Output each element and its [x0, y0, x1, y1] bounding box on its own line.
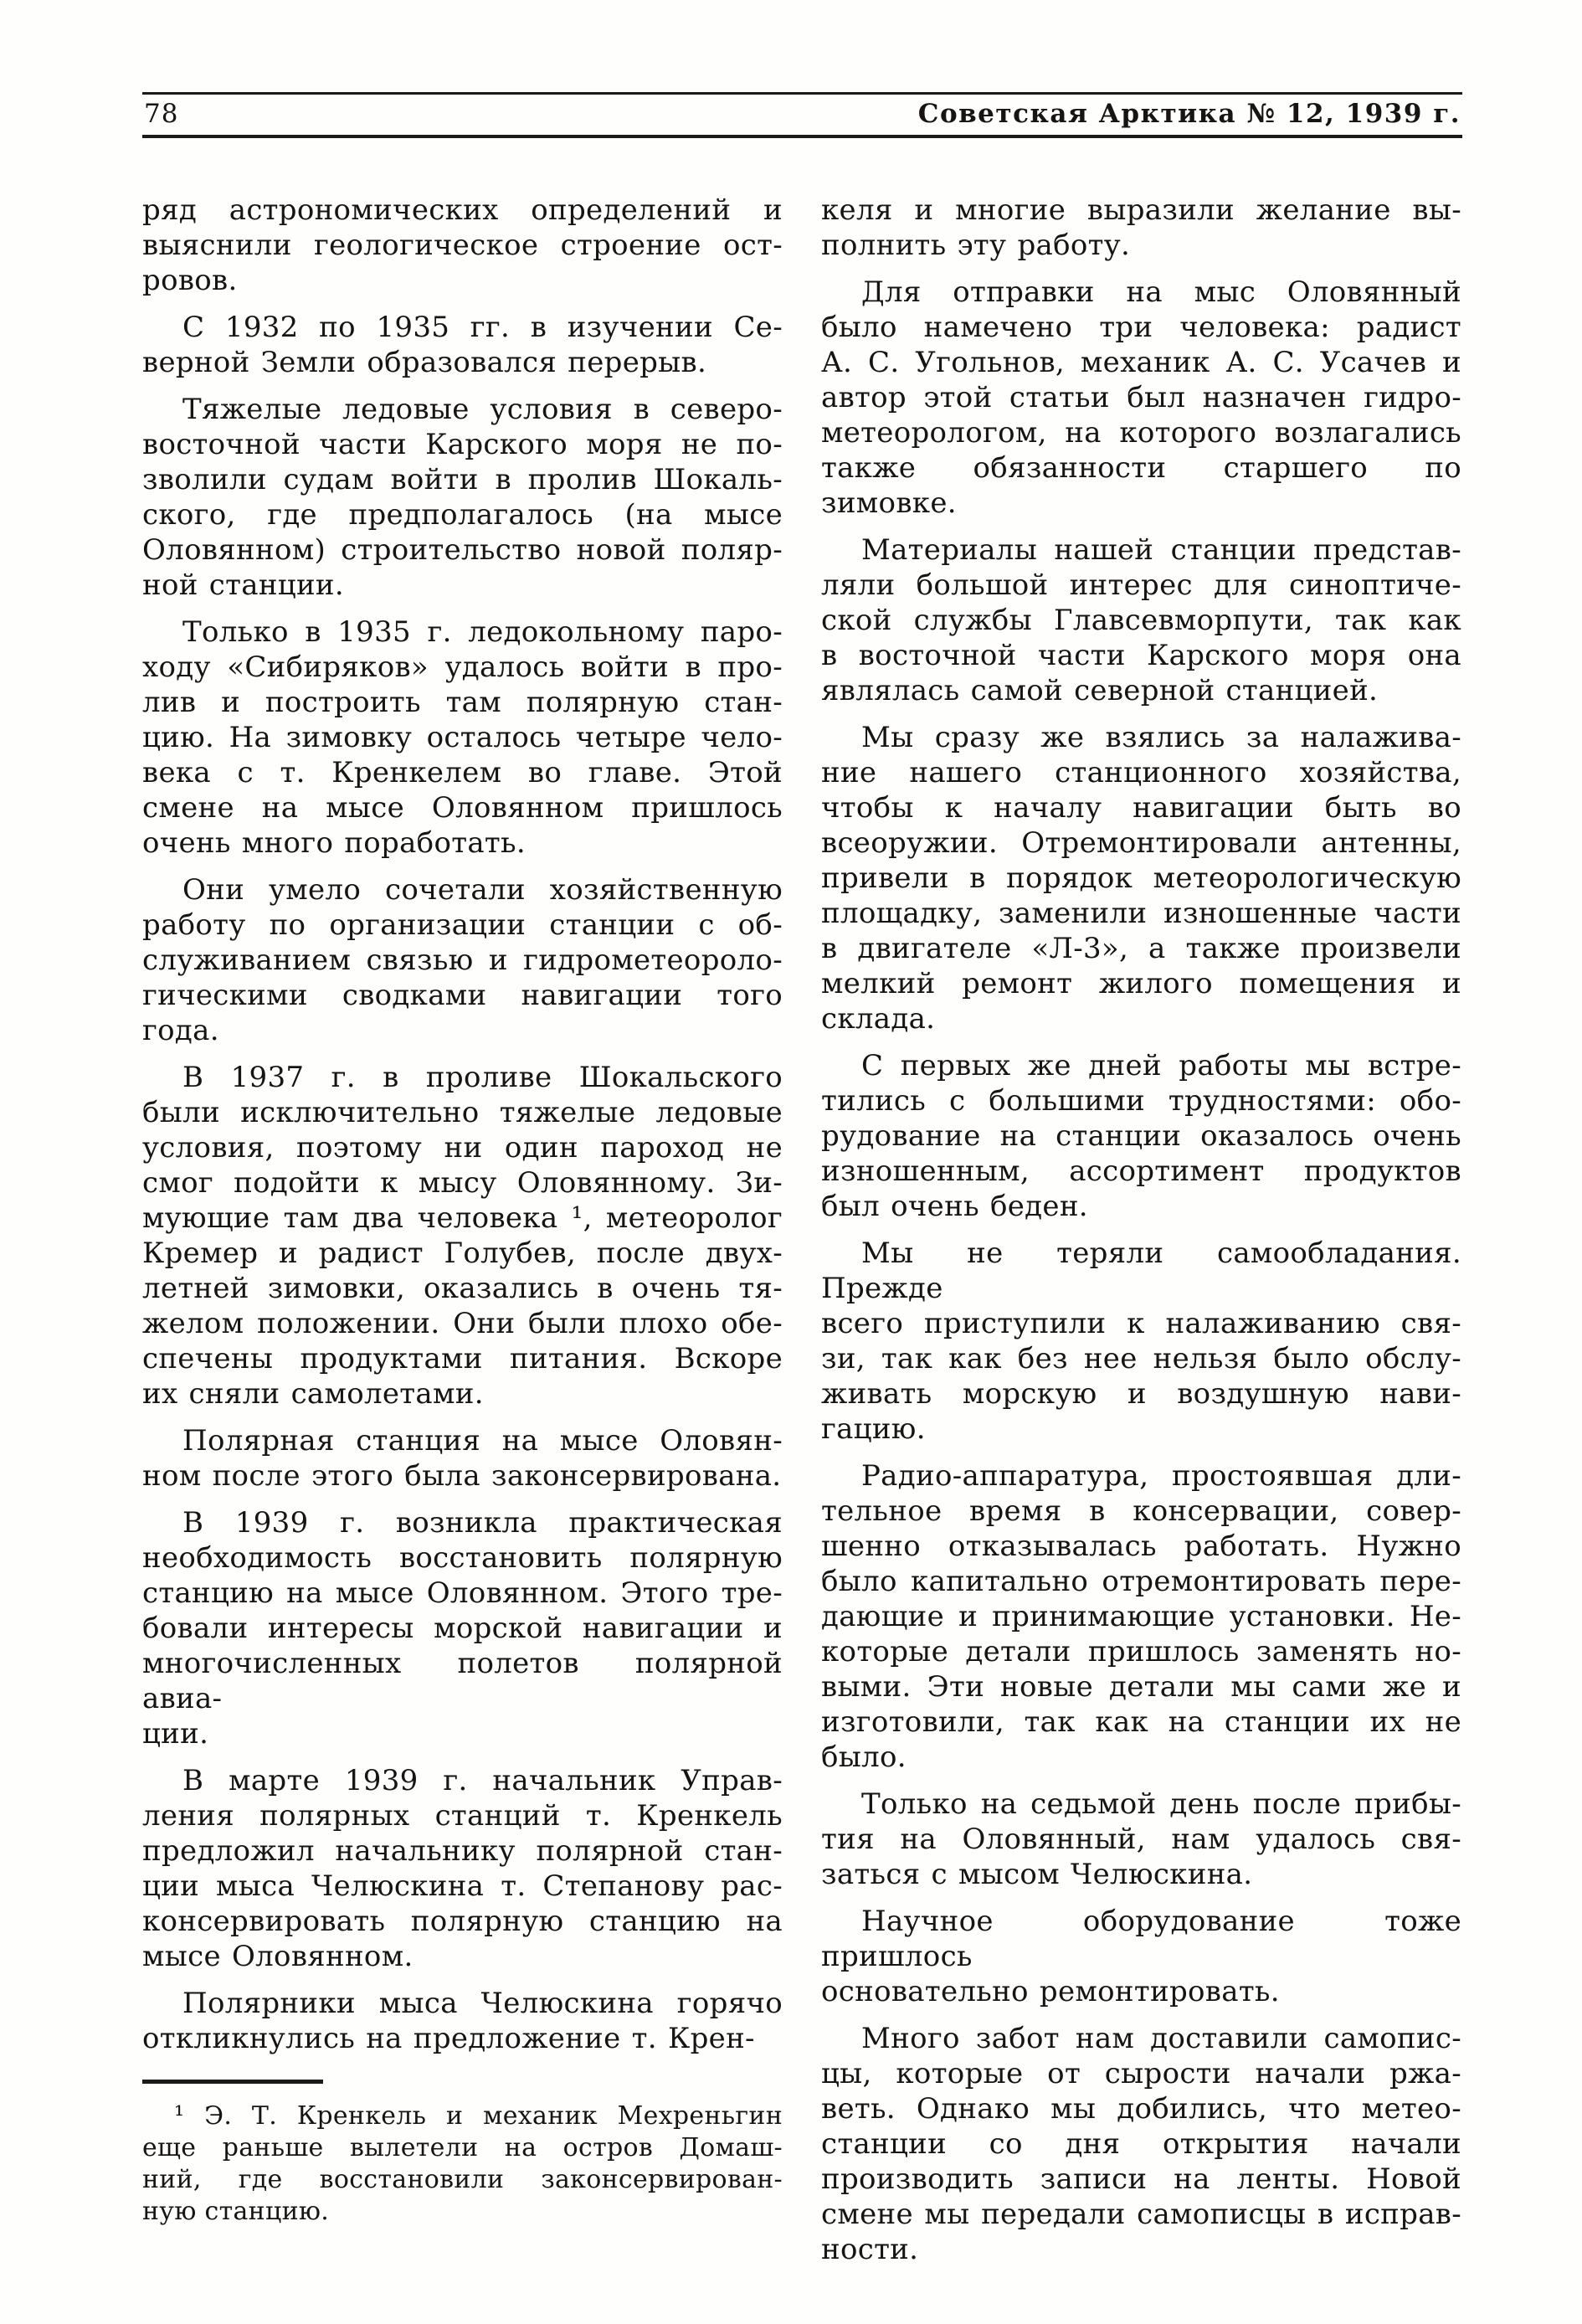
text-line: станцию на мысе Оловянном. Этого тре-: [142, 1576, 783, 1610]
text-line: смене на мысе Оловянном пришлось: [142, 791, 783, 825]
text-line: ции.: [142, 1717, 209, 1751]
paragraph: [821, 275, 1461, 521]
text-line: изношенным, ассортимент продуктов: [821, 1154, 1461, 1188]
text-line: ную станцию.: [142, 2197, 330, 2226]
text-line: консервировать полярную станцию на: [142, 1905, 783, 1938]
text-line: еще раньше вылетели на остров Домаш-: [142, 2133, 783, 2162]
text-line: ности.: [821, 2233, 919, 2266]
text-line: С первых же дней работы мы встре-: [861, 1049, 1461, 1082]
text-line: мующие там два человека ¹, метеоролог: [142, 1201, 783, 1235]
text-line: ние нашего станционного хозяйства,: [821, 756, 1461, 789]
text-line: в восточной части Карского моря она: [821, 639, 1461, 672]
text-line: зволили судам войти в пролив Шокаль-: [142, 463, 783, 496]
text-line: ровов.: [142, 264, 238, 297]
text-line: площадку, заменили изношенные части: [821, 897, 1461, 930]
text-line: Тяжелые ледовые условия в северо-: [182, 393, 783, 426]
text-line: бовали интересы морской навигации и: [142, 1612, 783, 1645]
text-line: работу по организации станции с об-: [142, 908, 783, 942]
text-line: станции со дня открытия начали: [821, 2127, 1461, 2161]
text-line: выми. Эти новые детали мы сами же и: [821, 1670, 1461, 1704]
header-row: [142, 95, 1462, 135]
text-line: их сняли самолетами.: [142, 1377, 484, 1411]
paragraph: [821, 1904, 1461, 2009]
text-line: тельное время в консервации, совер-: [821, 1494, 1461, 1528]
text-line: зи, так как без нее нельзя было обслу-: [821, 1342, 1461, 1375]
text-line: С 1932 по 1935 гг. в изучении Се-: [182, 311, 783, 344]
text-line: ского, где предполагалось (на мысе: [142, 498, 783, 532]
paragraph: [142, 1060, 783, 1411]
text-line: Мы сразу же взялись за налажива-: [861, 721, 1461, 754]
text-line: Они умело сочетали хозяйственную: [182, 873, 783, 907]
text-line: смене мы передали самописцы в исправ-: [821, 2198, 1461, 2231]
text-line: ления полярных станций т. Кренкель: [142, 1799, 783, 1833]
text-line: верной Земли образовался перерыв.: [142, 346, 707, 379]
text-line: был очень беден.: [821, 1190, 1088, 1223]
text-line: ном после этого была законсервирована.: [142, 1459, 782, 1493]
text-line: привели в порядок метеорологическую: [821, 861, 1461, 895]
text-line: условия, поэтому ни один пароход не: [142, 1131, 783, 1165]
text-line: цию. На зимовку осталось четыре чело-: [142, 721, 783, 754]
text-line: было.: [821, 1740, 907, 1774]
paragraph: [821, 1458, 1461, 1775]
text-line: Только на седьмой день после прибы-: [861, 1787, 1461, 1821]
paragraph: [142, 1763, 783, 1974]
text-line: метеорологом, на которого возлагались: [821, 416, 1461, 450]
text-line: В 1937 г. в проливе Шокальского: [182, 1061, 783, 1094]
text-line: рудование на станции оказалось очень: [821, 1119, 1461, 1153]
text-line: Полярная станция на мысе Оловян-: [182, 1424, 783, 1458]
text-line: В 1939 г. возникла практическая: [182, 1506, 783, 1540]
column-left-text: [142, 193, 783, 2056]
text-line: цы, которые от сырости начали ржа-: [821, 2057, 1461, 2090]
paragraph: [142, 614, 783, 861]
paragraph: [821, 1048, 1461, 1224]
text-line: летней зимовки, оказались в очень тя-: [142, 1272, 783, 1305]
text-line: очень много поработать.: [142, 826, 526, 860]
text-line: было намечено три человека: радист: [821, 311, 1461, 344]
text-line: ляли большой интерес для синоптиче-: [821, 568, 1461, 602]
paragraph: [821, 2021, 1461, 2267]
paragraph: [821, 1787, 1461, 1892]
text-line: ной станции.: [142, 568, 344, 602]
text-line: выяснили геологическое строение ост-: [142, 229, 783, 262]
text-line: всего приступили к налаживанию свя-: [821, 1307, 1461, 1340]
text-line: чтобы к началу навигации быть во: [821, 791, 1461, 825]
text-line: мысе Оловянном.: [142, 1940, 413, 1973]
text-line: необходимость восстановить полярную: [142, 1541, 783, 1575]
text-line: келя и многие выразили желание вы-: [821, 193, 1461, 227]
text-line: в двигателе «Л-3», а также произвели: [821, 932, 1461, 965]
text-line: мелкий ремонт жилого помещения и: [821, 967, 1461, 1000]
paragraph: [821, 720, 1461, 1036]
text-line: года.: [142, 1014, 219, 1047]
paragraph: [142, 1505, 783, 1751]
text-line: тились с большими трудностями: обо-: [821, 1084, 1461, 1118]
text-line: шенно отказывалась работать. Нужно: [821, 1530, 1461, 1563]
text-line: также обязанности старшего по зимовке.: [821, 451, 1461, 520]
text-line: заться с мысом Челюскина.: [821, 1858, 1253, 1891]
text-line: спечены продуктами питания. Вскоре: [142, 1342, 783, 1375]
text-line: автор этой статьи был назначен гидро-: [821, 381, 1461, 414]
text-line: смог подойти к мысу Оловянному. Зи-: [142, 1166, 783, 1200]
page-header: [142, 92, 1462, 138]
text-line: Для отправки на мыс Оловянный: [861, 275, 1461, 309]
text-line: откликнулись на предложение т. Крен-: [142, 2022, 755, 2055]
text-line: Материалы нашей станции представ-: [861, 533, 1461, 567]
column-left: [142, 193, 783, 2267]
journal-title: Советская Арктика № 12, 1939 г.: [917, 99, 1461, 129]
footnote-rule: [142, 2080, 323, 2084]
text-line: полнить эту работу.: [821, 229, 1131, 262]
text-line: тия на Оловянный, нам удалось свя-: [821, 1823, 1461, 1856]
text-line: склада.: [821, 1002, 936, 1036]
text-line: веть. Однако мы добились, что метео-: [821, 2092, 1461, 2126]
text-line: всеоружии. Отремонтировали антенны,: [821, 826, 1461, 860]
paragraph: [142, 872, 783, 1048]
column-right-text: [821, 193, 1461, 2267]
text-line: ряд астрономических определений и: [142, 193, 783, 227]
paragraph: [142, 1986, 783, 2056]
text-line: века с т. Кренкелем во главе. Этой: [142, 756, 783, 789]
text-line: предложил начальнику полярной стан-: [142, 1834, 783, 1868]
text-line: ции мыса Челюскина т. Степанову рас-: [142, 1869, 783, 1903]
text-line: Оловянном) строительство новой поляр-: [142, 533, 783, 567]
page-number: 78: [144, 99, 179, 129]
text-line: являлась самой северной станцией.: [821, 674, 1379, 707]
paragraph: [142, 392, 783, 603]
article-body: [142, 193, 1462, 2267]
text-line: ний, где восстановили законсервирован-: [142, 2165, 783, 2194]
text-line: ¹ Э. Т. Кренкель и механик Мехреньгин: [174, 2101, 783, 2131]
text-line: Много забот нам доставили самопис-: [861, 2022, 1461, 2055]
text-line: Мы не теряли самообладания. Прежде: [821, 1237, 1461, 1305]
text-line: изготовили, так как на станции их не: [821, 1705, 1461, 1739]
text-line: ской службы Главсевморпути, так как: [821, 604, 1461, 637]
text-line: Радио-аппаратура, простоявшая дли-: [861, 1459, 1461, 1493]
text-line: производить записи на ленты. Новой: [821, 2162, 1461, 2196]
text-line: Полярники мыса Челюскина горячо: [182, 1987, 783, 2020]
footnote: [142, 2080, 783, 2228]
text-line: многочисленных полетов полярной авиа-: [142, 1647, 783, 1715]
text-line: которые детали пришлось заменять но-: [821, 1635, 1461, 1668]
text-line: восточной части Карского моря не по-: [142, 428, 783, 461]
paragraph: [142, 1423, 783, 1494]
text-line: живать морскую и воздушную нави-: [821, 1377, 1461, 1411]
text-line: желом положении. Они были плохо обе-: [142, 1307, 783, 1340]
paragraph: [142, 310, 783, 380]
text-line: были исключительно тяжелые ледовые: [142, 1096, 783, 1129]
paragraph: [821, 1236, 1461, 1447]
text-line: гическими сводками навигации того: [142, 979, 783, 1012]
text-line: было капитально отремонтировать пере-: [821, 1565, 1461, 1598]
column-right: [821, 193, 1461, 2267]
text-line: Научное оборудование тоже пришлось: [821, 1905, 1461, 1973]
paragraph: [142, 193, 783, 298]
text-line: Кремер и радист Голубев, после двух-: [142, 1237, 783, 1270]
text-line: служиванием связью и гидрометеороло-: [142, 943, 783, 977]
text-line: лив и построить там полярную стан-: [142, 686, 783, 719]
text-line: В марте 1939 г. начальник Управ-: [182, 1764, 783, 1797]
text-line: А. С. Угольнов, механик А. С. Усачев и: [821, 346, 1461, 379]
footnote-text: [142, 2100, 783, 2228]
text-line: ходу «Сибиряков» удалось войти в про-: [142, 650, 783, 684]
text-line: гацию.: [821, 1412, 926, 1446]
header-rule-bottom: [142, 135, 1462, 138]
text-line: Только в 1935 г. ледокольному паро-: [182, 615, 783, 649]
text-line: основательно ремонтировать.: [821, 1975, 1280, 2008]
paragraph: [821, 193, 1461, 263]
paragraph: [821, 532, 1461, 708]
text-line: дающие и принимающие установки. Не-: [821, 1600, 1461, 1633]
